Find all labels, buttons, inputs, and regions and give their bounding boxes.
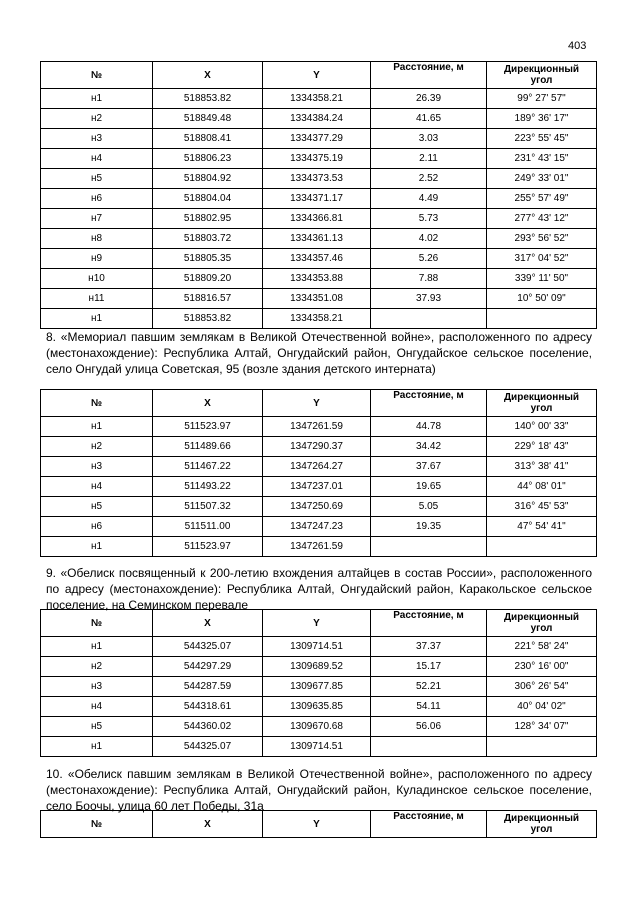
distance: 34.42	[371, 437, 487, 457]
x-coord: 518849.48	[153, 109, 263, 129]
table-row	[41, 497, 597, 517]
y-coord: 1309670.68	[263, 717, 371, 737]
table-row	[41, 717, 597, 737]
direction-angle: 189° 36' 17"	[487, 109, 597, 129]
y-coord: 1347264.27	[263, 457, 371, 477]
point-name: н4	[41, 697, 153, 717]
direction-angle: 317° 04' 52"	[487, 249, 597, 269]
table-row	[41, 269, 597, 289]
table-row	[41, 697, 597, 717]
point-name: н6	[41, 517, 153, 537]
x-coord: 544297.29	[153, 657, 263, 677]
direction-angle: 99° 27' 57"	[487, 89, 597, 109]
header-distance: Расстояние, м	[371, 62, 487, 89]
x-coord: 518806.23	[153, 149, 263, 169]
header-x: X	[153, 62, 263, 89]
y-coord: 1334384.24	[263, 109, 371, 129]
distance: 2.11	[371, 149, 487, 169]
header-direction-angle	[487, 811, 597, 838]
table-row	[41, 517, 597, 537]
paragraph-9: 9. «Обелиск посвященный к 200-летию вхождения алтайцев в состав России», расположенного по адресу (местонахождение): Республика Алтай, Онгудайский район, Каракольское сельское поселение, на Семинском перевале	[46, 566, 592, 612]
x-coord: 544287.59	[153, 677, 263, 697]
y-coord: 1334371.17	[263, 189, 371, 209]
direction-angle: 249° 33' 01"	[487, 169, 597, 189]
y-coord: 1334373.53	[263, 169, 371, 189]
y-coord: 1334357.46	[263, 249, 371, 269]
point-name: н2	[41, 657, 153, 677]
direction-angle: 40° 04' 02"	[487, 697, 597, 717]
direction-angle: 44° 08' 01"	[487, 477, 597, 497]
point-name: н2	[41, 437, 153, 457]
header-direction-angle	[487, 390, 597, 417]
distance: 5.26	[371, 249, 487, 269]
distance: 54.11	[371, 697, 487, 717]
point-name: н3	[41, 457, 153, 477]
header-angle-line2: угол	[530, 824, 553, 835]
table-row	[41, 129, 597, 149]
distance: 4.02	[371, 229, 487, 249]
distance	[371, 309, 487, 329]
direction-angle	[487, 737, 597, 757]
x-coord: 518809.20	[153, 269, 263, 289]
header-angle-line1: Дирекционный	[503, 612, 580, 623]
paragraph-8: 8. «Мемориал павшим землякам в Великой Отечественной войне», расположенного по адресу (местонахождение): Республика Алтай, Онгудайский район, Онгудайское сельское поселение, село Онгудай улица Советская, 95 (возле здания детского интерната)	[46, 330, 592, 376]
header-num: №	[41, 62, 153, 89]
table-row	[41, 417, 597, 437]
point-name: н1	[41, 417, 153, 437]
y-coord: 1334358.21	[263, 309, 371, 329]
header-num: №	[41, 610, 153, 637]
direction-angle: 223° 55' 45"	[487, 129, 597, 149]
x-coord: 544325.07	[153, 737, 263, 757]
distance: 19.65	[371, 477, 487, 497]
header-angle-line1: Дирекционный	[503, 392, 580, 403]
y-coord: 1309635.85	[263, 697, 371, 717]
header-angle-line2: угол	[530, 623, 553, 634]
y-coord: 1309677.85	[263, 677, 371, 697]
direction-angle: 316° 45' 53"	[487, 497, 597, 517]
table-row	[41, 537, 597, 557]
x-coord: 544360.02	[153, 717, 263, 737]
table-row	[41, 209, 597, 229]
x-coord: 511511.00	[153, 517, 263, 537]
distance: 4.49	[371, 189, 487, 209]
table-row	[41, 677, 597, 697]
point-name: н1	[41, 637, 153, 657]
y-coord: 1347250.69	[263, 497, 371, 517]
header-x: X	[153, 811, 263, 838]
direction-angle: 293° 56' 52"	[487, 229, 597, 249]
header-angle-line2: угол	[530, 403, 553, 414]
distance: 2.52	[371, 169, 487, 189]
direction-angle: 10° 50' 09"	[487, 289, 597, 309]
table-header-row	[41, 610, 597, 637]
header-num: №	[41, 811, 153, 838]
header-distance: Расстояние, м	[371, 811, 487, 838]
point-name: н1	[41, 89, 153, 109]
direction-angle: 229° 18' 43"	[487, 437, 597, 457]
table-row	[41, 657, 597, 677]
x-coord: 518804.92	[153, 169, 263, 189]
x-coord: 544325.07	[153, 637, 263, 657]
y-coord: 1334361.13	[263, 229, 371, 249]
table-row	[41, 249, 597, 269]
direction-angle: 47° 54' 41"	[487, 517, 597, 537]
distance: 41.65	[371, 109, 487, 129]
x-coord: 511507.32	[153, 497, 263, 517]
table-row	[41, 309, 597, 329]
point-name: н4	[41, 149, 153, 169]
x-coord: 511467.22	[153, 457, 263, 477]
distance: 3.03	[371, 129, 487, 149]
header-angle-line1: Дирекционный	[503, 813, 580, 824]
point-name: н1	[41, 737, 153, 757]
table-row	[41, 189, 597, 209]
table-row	[41, 737, 597, 757]
distance: 37.93	[371, 289, 487, 309]
header-distance: Расстояние, м	[371, 610, 487, 637]
table-row	[41, 169, 597, 189]
header-x: X	[153, 390, 263, 417]
point-name: н4	[41, 477, 153, 497]
x-coord: 518802.95	[153, 209, 263, 229]
x-coord: 511489.66	[153, 437, 263, 457]
direction-angle: 306° 26' 54"	[487, 677, 597, 697]
point-name: н5	[41, 497, 153, 517]
x-coord: 518808.41	[153, 129, 263, 149]
y-coord: 1334351.08	[263, 289, 371, 309]
header-y: Y	[263, 811, 371, 838]
table-row	[41, 109, 597, 129]
header-angle-line1: Дирекционный	[503, 64, 580, 75]
y-coord: 1347237.01	[263, 477, 371, 497]
header-num: №	[41, 390, 153, 417]
table-row	[41, 89, 597, 109]
y-coord: 1347261.59	[263, 417, 371, 437]
direction-angle: 255° 57' 49"	[487, 189, 597, 209]
x-coord: 518816.57	[153, 289, 263, 309]
header-direction-angle	[487, 62, 597, 89]
distance: 52.21	[371, 677, 487, 697]
y-coord: 1334366.81	[263, 209, 371, 229]
header-x: X	[153, 610, 263, 637]
paragraph-10: 10. «Обелиск павшим землякам в Великой Отечественной войне», расположенного по адресу (местонахождение): Республика Алтай, Онгудайский район, Куладинское сельское поселение, село Боочы, улица 60 лет Победы, 31а	[46, 767, 592, 813]
distance: 5.73	[371, 209, 487, 229]
direction-angle: 230° 16' 00"	[487, 657, 597, 677]
y-coord: 1334358.21	[263, 89, 371, 109]
point-name: н5	[41, 717, 153, 737]
distance	[371, 737, 487, 757]
direction-angle	[487, 537, 597, 557]
point-name: н8	[41, 229, 153, 249]
x-coord: 518853.82	[153, 309, 263, 329]
table-header-row	[41, 62, 597, 89]
distance: 56.06	[371, 717, 487, 737]
header-y: Y	[263, 610, 371, 637]
header-distance: Расстояние, м	[371, 390, 487, 417]
distance: 37.67	[371, 457, 487, 477]
point-name: н3	[41, 129, 153, 149]
table-row	[41, 229, 597, 249]
y-coord: 1347261.59	[263, 537, 371, 557]
coordinates-table-4	[40, 810, 597, 838]
x-coord: 511523.97	[153, 537, 263, 557]
point-name: н2	[41, 109, 153, 129]
point-name: н11	[41, 289, 153, 309]
x-coord: 518853.82	[153, 89, 263, 109]
y-coord: 1309714.51	[263, 737, 371, 757]
header-y: Y	[263, 390, 371, 417]
point-name: н10	[41, 269, 153, 289]
table-header-row	[41, 390, 597, 417]
y-coord: 1334375.19	[263, 149, 371, 169]
page-number: 403	[568, 40, 587, 52]
coordinates-table-3	[40, 609, 597, 757]
x-coord: 511493.22	[153, 477, 263, 497]
x-coord: 518805.35	[153, 249, 263, 269]
direction-angle: 128° 34' 07"	[487, 717, 597, 737]
distance: 7.88	[371, 269, 487, 289]
distance: 15.17	[371, 657, 487, 677]
table-row	[41, 289, 597, 309]
y-coord: 1334353.88	[263, 269, 371, 289]
direction-angle: 231° 43' 15"	[487, 149, 597, 169]
header-direction-angle	[487, 610, 597, 637]
y-coord: 1309714.51	[263, 637, 371, 657]
table-row	[41, 437, 597, 457]
coordinates-table-1	[40, 61, 597, 329]
point-name: н6	[41, 189, 153, 209]
coordinates-table-2	[40, 389, 597, 557]
direction-angle: 339° 11' 50"	[487, 269, 597, 289]
x-coord: 518804.04	[153, 189, 263, 209]
header-y: Y	[263, 62, 371, 89]
x-coord: 518803.72	[153, 229, 263, 249]
distance: 5.05	[371, 497, 487, 517]
distance: 44.78	[371, 417, 487, 437]
direction-angle	[487, 309, 597, 329]
y-coord: 1347247.23	[263, 517, 371, 537]
table-row	[41, 149, 597, 169]
distance: 19.35	[371, 517, 487, 537]
distance	[371, 537, 487, 557]
direction-angle: 221° 58' 24"	[487, 637, 597, 657]
y-coord: 1347290.37	[263, 437, 371, 457]
distance: 37.37	[371, 637, 487, 657]
point-name: н3	[41, 677, 153, 697]
point-name: н7	[41, 209, 153, 229]
y-coord: 1309689.52	[263, 657, 371, 677]
direction-angle: 313° 38' 41"	[487, 457, 597, 477]
direction-angle: 140° 00' 33"	[487, 417, 597, 437]
point-name: н5	[41, 169, 153, 189]
point-name: н1	[41, 309, 153, 329]
table-row	[41, 477, 597, 497]
y-coord: 1334377.29	[263, 129, 371, 149]
direction-angle: 277° 43' 12"	[487, 209, 597, 229]
point-name: н1	[41, 537, 153, 557]
table-header-row	[41, 811, 597, 838]
distance: 26.39	[371, 89, 487, 109]
x-coord: 511523.97	[153, 417, 263, 437]
x-coord: 544318.61	[153, 697, 263, 717]
table-row	[41, 457, 597, 477]
table-row	[41, 637, 597, 657]
header-angle-line2: угол	[530, 75, 553, 86]
point-name: н9	[41, 249, 153, 269]
